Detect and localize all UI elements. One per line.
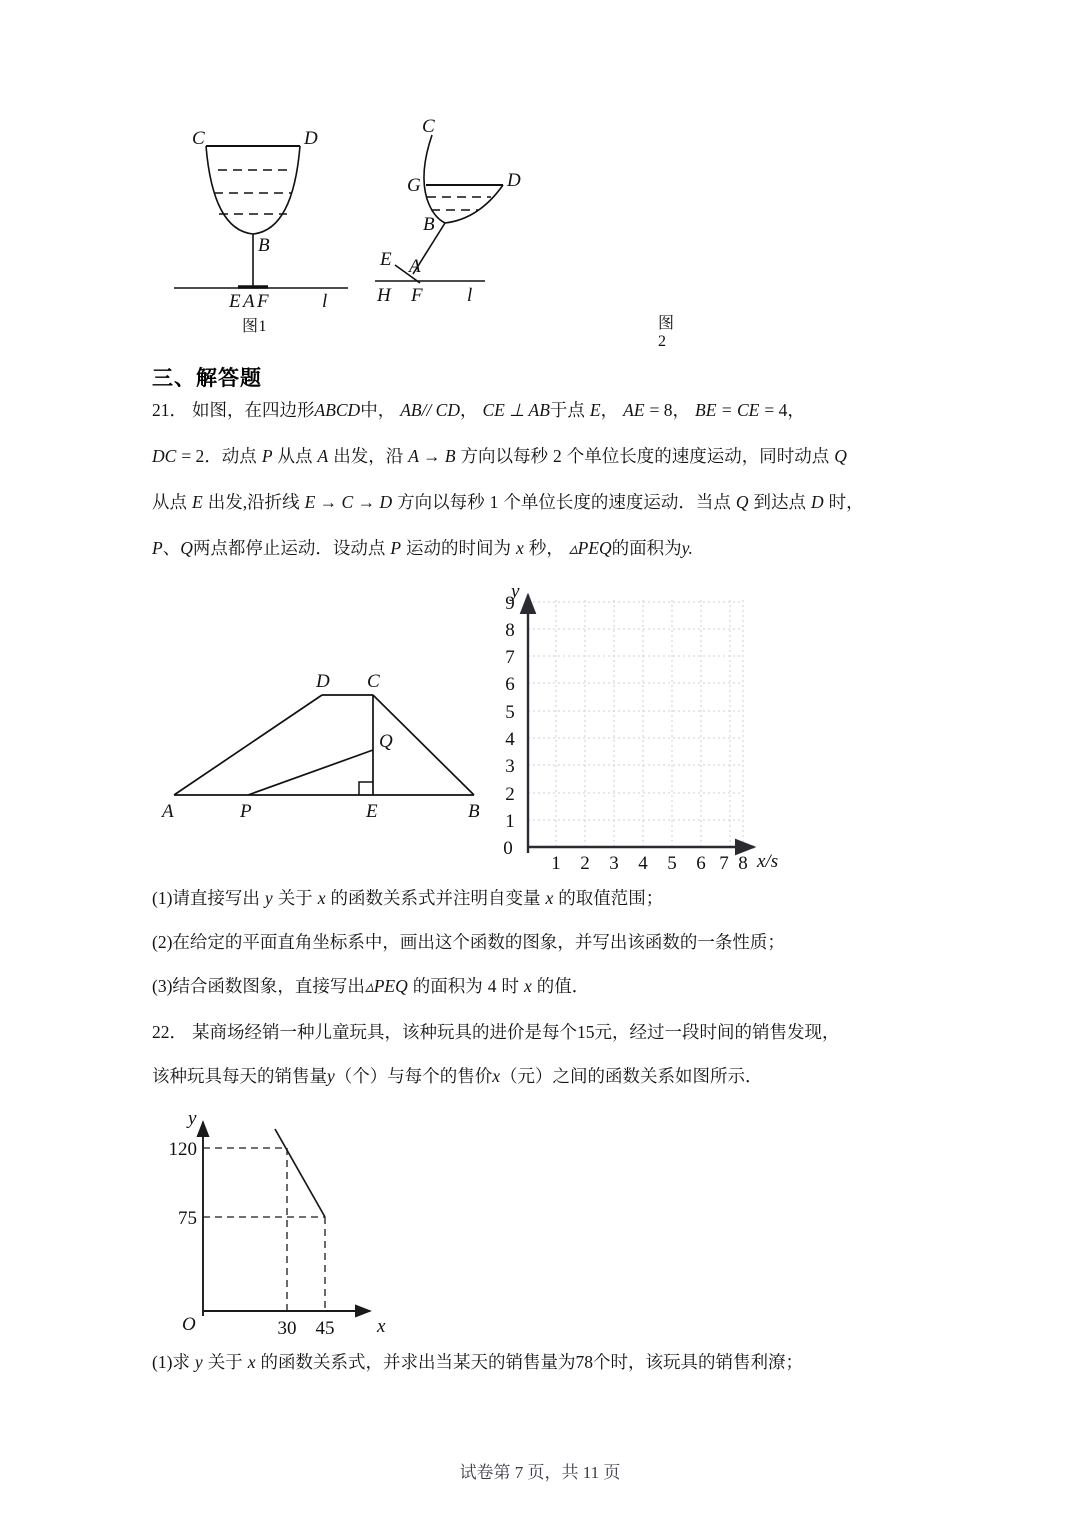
- y-tick-8: 8: [505, 620, 515, 641]
- problem-22-sub-1: [152, 1352, 952, 1374]
- p22l2-var-x: x: [492, 1066, 501, 1086]
- x-axis-label: x: [377, 1316, 386, 1337]
- p22sub1-text-b: 关于: [207, 1352, 243, 1372]
- p21l2-text-c: 出发，沿: [333, 446, 404, 466]
- p21l3-text-b: 出发,沿折线: [207, 492, 300, 512]
- problem-22-line-graph: [155, 1098, 440, 1348]
- p21l3-text-g: 时，: [828, 492, 864, 512]
- sub3-text-d: 的值．: [536, 976, 590, 996]
- sub1-var-y: y: [264, 888, 273, 908]
- label-d: D: [507, 170, 521, 191]
- sub3-text-a: (3)结合函数图象，直接写出: [152, 976, 365, 996]
- sub1-var-x: x: [317, 888, 326, 908]
- p22sub1-quantity: 78: [575, 1352, 593, 1372]
- x-tick-2: 2: [580, 853, 590, 874]
- p21-text-g: ，: [672, 400, 691, 420]
- sub1-var-x2: x: [545, 888, 554, 908]
- trapezoid-svg: [152, 665, 502, 830]
- p21-speed-p: 2: [553, 446, 562, 466]
- p22sub1-var-y: y: [194, 1352, 203, 1372]
- p21-text-f: ，: [600, 400, 619, 420]
- problem-21-number: 21．: [152, 400, 187, 420]
- figure-1-svg: [170, 118, 360, 318]
- vertex-label-b: B: [468, 801, 480, 822]
- sub3-triangle-peq: ▵PEQ: [364, 976, 408, 996]
- grid-horizontal-lines: [528, 602, 743, 847]
- x-tick-30: 30: [277, 1318, 297, 1339]
- p21-dc-value: = 2: [181, 446, 205, 466]
- p21-ae-value: = 8: [649, 400, 673, 420]
- problem-21-sub-1: [152, 888, 952, 910]
- problem-21-sub-3: [152, 976, 952, 998]
- figure-2-svg: [375, 113, 565, 318]
- y-tick-0: 0: [503, 838, 513, 859]
- vertex-label-p: P: [240, 801, 252, 822]
- p21-text-b: 中，: [360, 400, 396, 420]
- section-heading: 三、解答题: [152, 366, 262, 390]
- label-e: E: [229, 291, 241, 312]
- p21l3-point-q: Q: [735, 492, 749, 512]
- problem-22-line-1: [152, 1022, 952, 1044]
- sub1-text-c: 的函数关系式并注明自变量: [330, 888, 541, 908]
- figure-1-glass-upright: [170, 118, 360, 335]
- p21-direction-ab: A → B: [408, 446, 456, 466]
- p21l2-text-a: ．动点: [204, 446, 257, 466]
- glass-bowl-outline: [206, 146, 300, 234]
- p21-text-d: 于点: [549, 400, 585, 420]
- sub3-area-value: 4: [487, 976, 497, 996]
- sub3-text-b: 的面积为: [412, 976, 483, 996]
- sub3-var-x: x: [523, 976, 532, 996]
- page-footer: 试卷第 7 页，共 11 页: [459, 1463, 621, 1482]
- p22l1-text-b: 元，经过一段时间的销售发现，: [594, 1022, 840, 1042]
- p21l4-point-q: Q: [180, 538, 193, 558]
- y-tick-3: 3: [505, 756, 515, 777]
- segment-pq: [248, 750, 373, 795]
- p21-triangle-peq: ▵PEQ: [568, 538, 612, 558]
- y-axis-label: y: [188, 1108, 197, 1129]
- vertex-label-a: A: [162, 801, 174, 822]
- p22sub1-var-x: x: [247, 1352, 256, 1372]
- p21l3-text-a: 从点: [152, 492, 187, 512]
- top-figures-row: [150, 116, 675, 350]
- label-line-l: l: [322, 291, 328, 312]
- p21-point-e: E: [589, 400, 601, 420]
- label-a: A: [409, 256, 421, 277]
- problem-21-line-2: [152, 446, 952, 468]
- p21l4-text-d: 秒，: [528, 538, 564, 558]
- sub1-text-d: 的取值范围；: [558, 888, 664, 908]
- p21-abcd: ABCD: [314, 400, 361, 420]
- segment-ad: [174, 695, 322, 795]
- label-a: A: [243, 291, 255, 312]
- p22l2-text-b: （个）与每个的售价: [334, 1066, 493, 1086]
- p21-point-a: A: [317, 446, 329, 466]
- p21-be-value: = 4: [764, 400, 788, 420]
- p22l2-text-a: 该种玩具每天的销售量: [152, 1066, 327, 1086]
- label-b: B: [423, 214, 435, 235]
- p21l4-point-p2: P: [390, 538, 402, 558]
- label-c: C: [192, 128, 205, 149]
- problem-21-line-1: [152, 400, 952, 422]
- y-axis-label: y: [511, 581, 520, 602]
- label-h: H: [377, 285, 391, 306]
- p21-ab-parallel-cd: AB// CD: [400, 400, 460, 420]
- problem-21-trapezoid-figure: [152, 665, 502, 830]
- p21l4-text-a: 、: [162, 538, 181, 558]
- p21l4-var-x: x: [516, 538, 524, 558]
- vertex-label-d: D: [316, 671, 330, 692]
- y-tick-120: 120: [168, 1139, 197, 1160]
- p22sub1-text-c: 的函数关系式，并求出当某天的销售量为: [260, 1352, 576, 1372]
- p21-ae: AE: [623, 400, 645, 420]
- p21l4-text-e: 的面积为: [611, 538, 682, 558]
- p21-point-q: Q: [834, 446, 847, 466]
- y-tick-75: 75: [178, 1208, 197, 1229]
- p21-be-ce: BE = CE: [695, 400, 760, 420]
- label-f: F: [257, 291, 269, 312]
- p21-text-c: ，: [460, 400, 478, 420]
- p22sub1-text-d: 个时，该玩具的销售利潦；: [592, 1352, 803, 1372]
- vertex-label-e: E: [366, 801, 378, 822]
- figure-1-caption: 图1: [242, 318, 268, 335]
- p22sub1-text-a: (1)求: [152, 1352, 190, 1372]
- p21-text-h: ，: [787, 400, 805, 420]
- x-tick-4: 4: [638, 853, 648, 874]
- x-tick-5: 5: [667, 853, 677, 874]
- y-tick-4: 4: [505, 729, 515, 750]
- p22-cost-price: 15: [577, 1022, 595, 1042]
- coordinate-grid-svg: [498, 575, 798, 875]
- p21l3-point-e: E: [192, 492, 203, 512]
- x-tick-1: 1: [551, 853, 561, 874]
- p21l3-text-c: 方向以每秒: [397, 492, 485, 512]
- vertex-label-c: C: [367, 671, 380, 692]
- right-angle-mark-e: [359, 782, 373, 795]
- grid-vertical-lines: [556, 600, 743, 847]
- glass-bowl-curve: [445, 185, 503, 223]
- line-graph-svg: [155, 1098, 440, 1348]
- label-c: C: [422, 116, 435, 137]
- p21l3-point-d: D: [810, 492, 824, 512]
- p21l3-text-d: 个单位长度的速度运动．当点: [503, 492, 731, 512]
- label-g: G: [407, 175, 421, 196]
- label-f: F: [411, 285, 423, 306]
- p21-direction-ecd: E → C → D: [304, 492, 393, 512]
- p21l4-var-y: y.: [681, 538, 693, 558]
- problem-22-line-2: [152, 1066, 952, 1088]
- label-line-l: l: [467, 285, 473, 306]
- y-tick-1: 1: [505, 811, 515, 832]
- label-d: D: [304, 128, 318, 149]
- p21l4-point-p: P: [152, 538, 163, 558]
- p22l2-text-c: （元）之间的函数关系如图所示．: [500, 1066, 763, 1086]
- label-b: B: [258, 235, 270, 256]
- figure-2-glass-tilted: [375, 113, 675, 350]
- problem-22-number: 22．: [152, 1022, 187, 1042]
- x-tick-7: 7: [719, 853, 729, 874]
- x-tick-3: 3: [609, 853, 619, 874]
- p21-text-a: 如图，在四边形: [192, 400, 315, 420]
- y-tick-5: 5: [505, 702, 515, 723]
- p22l2-var-y: y: [327, 1066, 335, 1086]
- sub1-text-b: 关于: [277, 888, 313, 908]
- p21-dc: DC: [152, 446, 177, 466]
- vertex-label-q: Q: [379, 731, 393, 752]
- sub1-text-a: (1)请直接写出: [152, 888, 260, 908]
- p21l4-text-c: 运动的时间为: [406, 538, 512, 558]
- problem-21-coordinate-grid: [498, 575, 798, 875]
- origin-label: O: [182, 1314, 196, 1335]
- p21l2-text-b: 从点: [277, 446, 313, 466]
- data-line-sales: [275, 1129, 325, 1217]
- x-tick-45: 45: [315, 1318, 335, 1339]
- problem-21-sub-2: (2)在给定的平面直角坐标系中，画出这个函数的图象，并写出该函数的一条性质；: [152, 932, 785, 952]
- p21l2-text-d: 方向以每秒: [460, 446, 549, 466]
- p21-speed-q: 1: [489, 492, 499, 512]
- x-tick-8: 8: [738, 853, 748, 874]
- y-tick-9: 9: [505, 593, 515, 614]
- problem-21-line-3: [152, 492, 952, 514]
- problem-21-line-4: [152, 538, 952, 560]
- x-axis-label: x/s: [757, 851, 779, 872]
- y-tick-6: 6: [505, 674, 515, 695]
- label-e: E: [380, 249, 392, 270]
- p21-ce-perp-ab: CE ⊥ AB: [482, 400, 550, 420]
- p22l1-text-a: 某商场经销一种儿童玩具，该种玩具的进价是每个: [192, 1022, 577, 1042]
- y-tick-2: 2: [505, 784, 515, 805]
- p21l4-text-b: 两点都停止运动．设动点: [192, 538, 386, 558]
- p21l2-text-e: 个单位长度的速度运动，同时动点: [566, 446, 830, 466]
- figure-2-caption: 图2: [658, 315, 675, 350]
- x-tick-6: 6: [696, 853, 706, 874]
- sub3-text-c: 时: [501, 976, 519, 996]
- p21-point-p: P: [261, 446, 273, 466]
- y-tick-7: 7: [505, 647, 515, 668]
- p21l3-text-f: 到达点: [753, 492, 806, 512]
